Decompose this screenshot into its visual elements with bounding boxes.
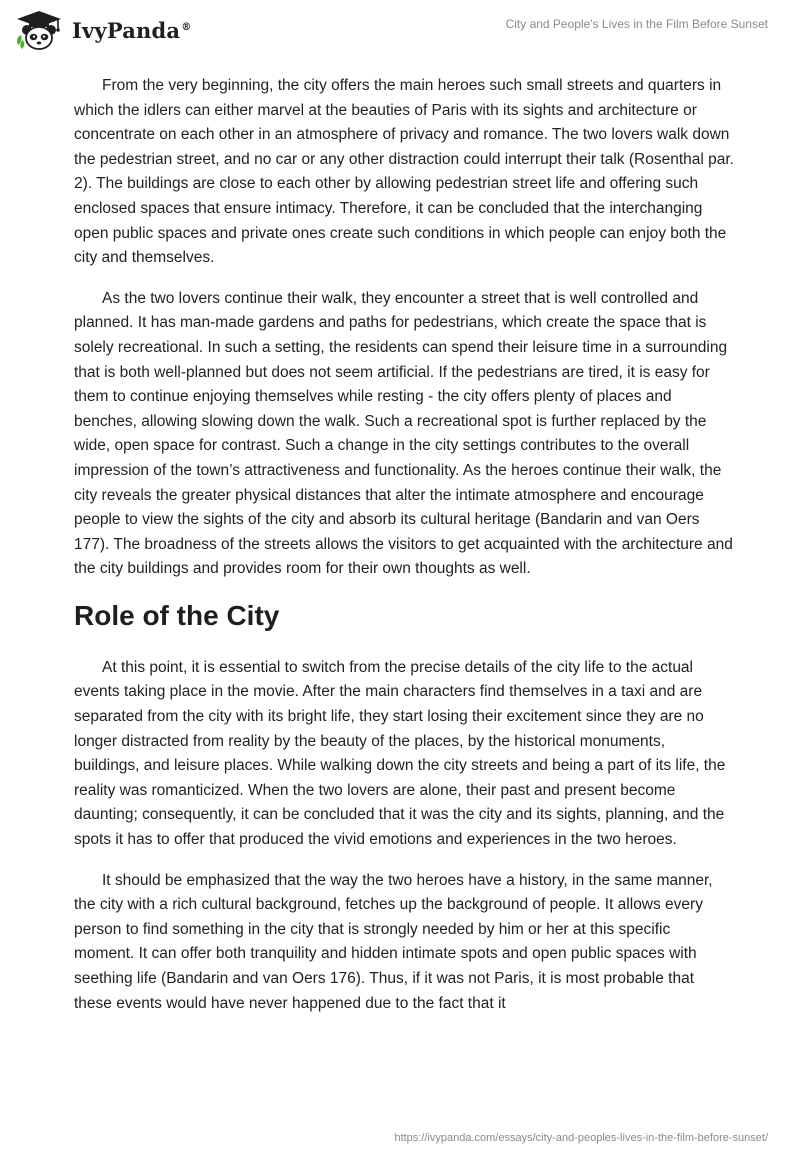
source-url[interactable]: https://ivypanda.com/essays/city-and-peoples-lives-in-the-film-before-sunset/ (394, 1132, 768, 1144)
section-heading: Role of the City (74, 599, 280, 631)
paragraph: At this point, it is essential to switch from the precise details of the city life to the actual events taking place in the movie. After the main characters find themselves in a taxi and are separated from the city with its bright life, they start losing their excitement since they are no longer distracted from reality by the beauty of the places, by the historical monuments, buildings, and leisure places. While walking down the city streets and being a part of its life, the reality was romanticized. When the two lovers are alone, their past and present become daunting; consequently, it can be concluded that it was the city and its sights, planning, and the spots it has to offer that produced the vivid emotions and experiences in the two heroes. (74, 658, 726, 849)
page-header (0, 0, 800, 62)
brand-name: IvyPanda® (72, 17, 192, 43)
paragraph: As the two lovers continue their walk, they encounter a street that is well controlled and planned. It has man-made gardens and paths for pedestrians, which create the space that is solely recreational. In such a setting, the residents can spend their leisure time in a surrounding that is both well-planned but does not seem artificial. If the pedestrians are tired, it is easy for them to continue enjoying themselves while resting - the city offers plenty of places and benches, allowing slowing down the walk. Such a recreational spot is further replaced by the wide, open space for contrast. Such a change in the city settings contributes to the overall impression of the town’s attractiveness and functionality. As the heroes continue their walk, the city reveals the greater physical distances that alter the intimate atmosphere and encourage people to view the sights of the city and absorb its cultural heritage (Bandarin and van Oers 177). The broadness of the streets allows the visitors to get acquainted with the architecture and the city buildings and provides room for their own thoughts as well. (74, 289, 733, 578)
paragraph: It should be emphasized that the way the two heroes have a history, in the same manner, the city with a rich cultural background, fetches up the background of people. It allows every person to find something in the city that is strongly needed by him or her at this specific moment. It can offer both tranquility and hidden intimate spots and open public spaces with seething life (Bandarin and van Oers 176). Thus, if it was not Paris, it is most probable that these events would have never happened due to the fact that it (74, 871, 713, 1012)
document-title: City and People's Lives in the Film Before Sunset (505, 17, 768, 31)
paragraph: From the very beginning, the city offers the main heroes such small streets and quarters in which the idlers can either marvel at the beauties of Paris with its sights and architecture or concentrate on each other in an atmosphere of privacy and romance. The two lovers walk down the pedestrian street, and no car or any other distraction could interrupt their talk (Rosenthal par. 2). The buildings are close to each other by allowing pedestrian street life and offering such enclosed spaces that ensure intimacy. Therefore, it can be concluded that the interchanging open public spaces and private ones create such conditions in which people can enjoy both the city and themselves. (74, 77, 734, 267)
essay-body (74, 74, 734, 1032)
panda-graduate-icon (14, 9, 64, 51)
site-logo[interactable] (14, 9, 191, 51)
